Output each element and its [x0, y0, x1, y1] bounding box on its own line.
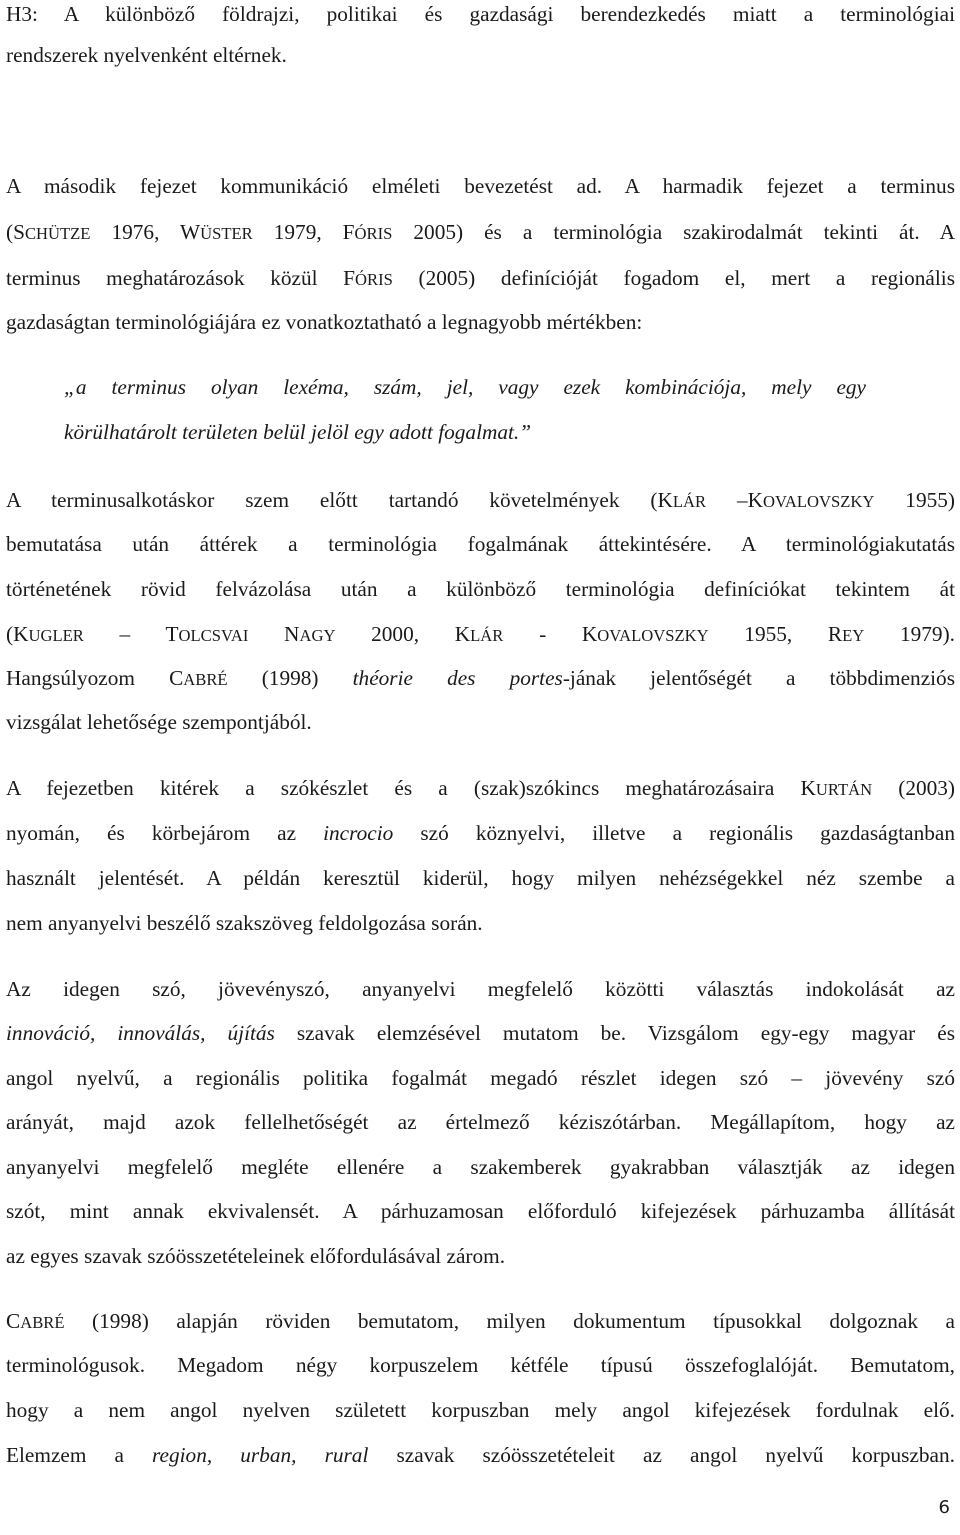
paragraph-1-line-2: (SCHÜTZE 1976, WÜSTER 1979, FÓRIS 2005) és a terminológia szakirodalmát tekinti át. A — [6, 220, 955, 244]
paragraph-1-line-3: terminus meghatározások közül FÓRIS (2005) definícióját fogadom el, mert a regionális — [6, 266, 955, 290]
paragraph-4-line-5: anyanyelvi megfelelő megléte ellenére a szakemberek gyakrabban választják az idegen — [6, 1155, 955, 1179]
paragraph-4-line-6: szót, mint annak ekvivalensét. A párhuzamosan előforduló kifejezések párhuzamba állítását — [6, 1199, 955, 1223]
paragraph-1-line-4: gazdaságtan terminológiájára ez vonatkoztatható a legnagyobb mértékben: — [6, 310, 643, 334]
paragraph-5-line-1: CABRÉ (1998) alapján röviden bemutatom, milyen dokumentum típusokkal dolgoznak a — [6, 1309, 955, 1333]
paragraph-1-line-1: A második fejezet kommunikáció elméleti bevezetést ad. A harmadik fejezet a terminus — [6, 174, 955, 198]
paragraph-4-line-4: arányát, majd azok fellelhetőségét az értelmező kéziszótárban. Megállapítom, hogy az — [6, 1110, 955, 1134]
definition-quote-line-1: „a terminus olyan lexéma, szám, jel, vagy ezek kombinációja, mely egy — [64, 375, 866, 399]
hypothesis-line-2: rendszerek nyelvenként eltérnek. — [6, 43, 287, 67]
paragraph-5-line-2: terminológusok. Megadom négy korpuszelem kétféle típusú összefoglalóját. Bemutatom, — [6, 1353, 955, 1377]
paragraph-2-line-6: vizsgálat lehetősége szempontjából. — [6, 710, 312, 734]
paragraph-2-line-4: (KUGLER – TOLCSVAI NAGY 2000, KLÁR - KOVALOVSZKY 1955, REY 1979). — [6, 622, 955, 646]
paragraph-5-line-4: Elemzem a region, urban, rural szavak szóösszetételeit az angol nyelvű korpuszban. — [6, 1443, 955, 1467]
paragraph-5-line-3: hogy a nem angol nyelven született korpuszban mely angol kifejezések fordulnak elő. — [6, 1398, 955, 1422]
paragraph-3-line-2: nyomán, és körbejárom az incrocio szó köznyelvi, illetve a regionális gazdaságtanban — [6, 821, 955, 845]
paragraph-4-line-7: az egyes szavak szóösszetételeinek előfordulásával zárom. — [6, 1244, 506, 1268]
definition-quote-line-2: körülhatárolt területen belül jelöl egy adott fogalmat.” — [64, 420, 532, 444]
paragraph-2-line-2: bemutatása után áttérek a terminológia fogalmának áttekintésére. A terminológiakutatás — [6, 532, 955, 556]
paragraph-3-line-4: nem anyanyelvi beszélő szakszöveg feldolgozása során. — [6, 911, 483, 935]
paragraph-4-line-1: Az idegen szó, jövevényszó, anyanyelvi megfelelő közötti választás indokolását az — [6, 977, 955, 1001]
hypothesis-line-1: H3: A különböző földrajzi, politikai és gazdasági berendezkedés miatt a terminológiai — [6, 2, 955, 26]
paragraph-3-line-1: A fejezetben kitérek a szókészlet és a (szak)szókincs meghatározásaira KURTÁN (2003) — [6, 776, 955, 800]
paragraph-4-line-3: angol nyelvű, a regionális politika fogalmát megadó részlet idegen szó – jövevény szó — [6, 1066, 955, 1090]
page-number: 6 — [938, 1497, 950, 1518]
paragraph-3-line-3: használt jelentését. A példán keresztül kiderül, hogy milyen nehézségekkel néz szembe a — [6, 866, 955, 890]
paragraph-4-line-2: innováció, innoválás, újítás szavak elemzésével mutatom be. Vizsgálom egy-egy magyar és — [6, 1021, 955, 1045]
paragraph-2-line-5: Hangsúlyozom CABRÉ (1998) théorie des portes-jának jelentőségét a többdimenziós — [6, 666, 955, 690]
paragraph-2-line-3: történetének rövid felvázolása után a különböző terminológia definíciókat tekintem át — [6, 577, 955, 601]
paragraph-2-line-1: A terminusalkotáskor szem előtt tartandó követelmények (KLÁR –KOVALOVSZKY 1955) — [6, 488, 955, 512]
